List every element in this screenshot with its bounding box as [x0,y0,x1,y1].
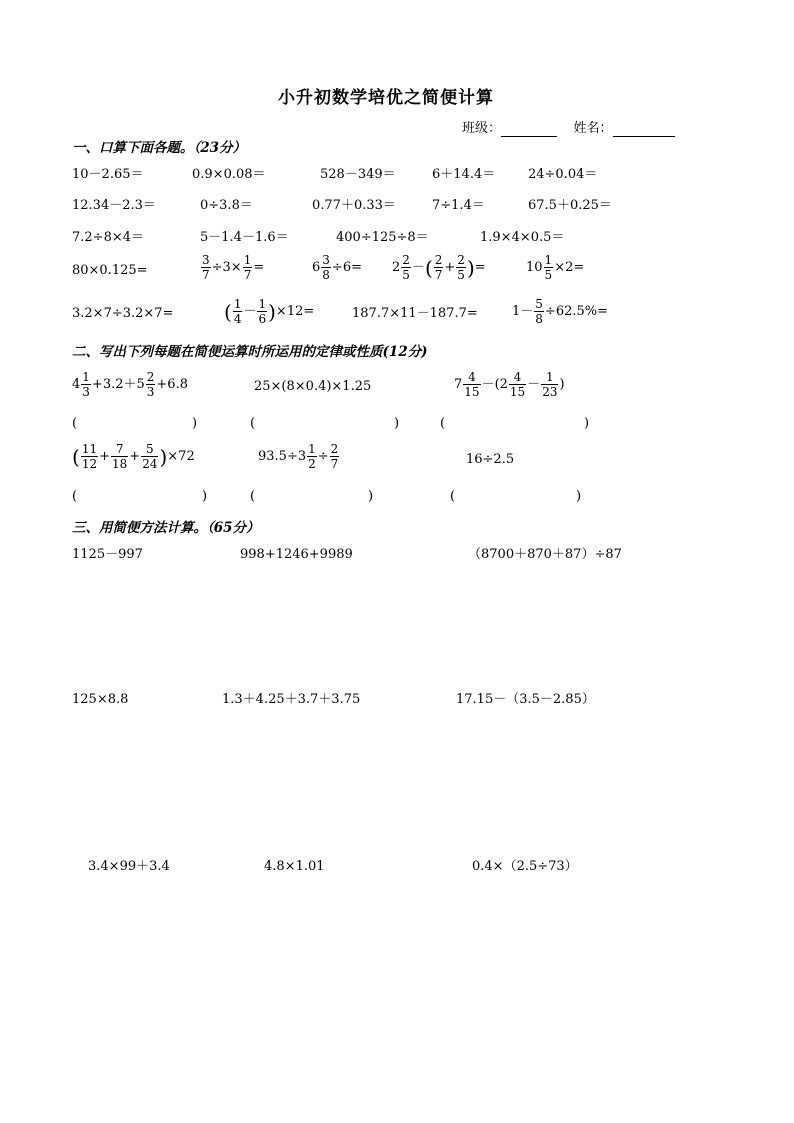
problem-fraction: 2 2 5 － ( 2 7 + $\frac{2}{5}$ ) = [392,253,486,282]
problem-fraction: $\frac{3}{7}$ ÷3× $\frac{1}{7}$ = [202,253,265,282]
answer-paren-open: ( [250,489,256,504]
problem: 10－2.65＝ [72,167,144,182]
problem: 5－1.4－1.6＝ [200,230,289,245]
problem: 1.3＋4.25＋3.7＋3.75 [222,692,361,707]
problem: 0.4×（2.5÷73） [472,859,578,874]
page-title: 小升初数学培优之简便计算 [278,88,494,108]
problem: 1.9×4×0.5＝ [480,230,565,245]
problem: 17.15－（3.5－2.85） [456,692,595,707]
problem-fraction: ( 1 4 － 1 6 ) ×12= [224,297,315,326]
answer-paren-close[interactable]: ) [584,416,590,431]
problem: 1125－997 [72,547,143,562]
expression: 25×(8×0.4)×1.25 [254,379,372,394]
expression: 4 1 3 +3.2＋5 2 3 +6.8 [72,370,188,399]
answer-paren-open: ( [250,416,256,431]
name-blank[interactable] [613,123,675,137]
problem: 7÷1.4＝ [432,198,485,213]
answer-paren-open: ( [72,489,78,504]
problem: 3.2×7÷3.2×7= [72,306,174,321]
expression: ( 11 12 + $\frac{7}{18}$ + $\frac{5}{24}$ ) ×72 [72,442,195,471]
problem: 400÷125÷8＝ [336,230,429,245]
problem: （8700＋870＋87）÷87 [468,547,622,562]
problem: 998+1246+9989 [240,547,353,562]
answer-paren-close[interactable]: ) [368,489,374,504]
problem: 0.77＋0.33＝ [312,198,396,213]
answer-paren-close[interactable]: ) [394,416,400,431]
expression: 16÷2.5 [466,452,515,467]
expression: 7 4 15 －(2 4 15 － 1 23 ) [454,370,565,399]
answer-paren-open: ( [440,416,446,431]
problem: 24÷0.04＝ [528,167,598,182]
problem: 528－349＝ [320,167,396,182]
problem-fraction: 1－ $\frac{5}{8}$ ÷62.5%= [512,297,609,326]
problem: 4.8×1.01 [264,859,325,874]
problem: 187.7×11－187.7= [352,306,478,321]
problem: 6＋14.4＝ [432,167,496,182]
answer-paren-close[interactable]: ) [202,489,208,504]
section-1-heading: 一、口算下面各题。（23分） [72,140,247,156]
answer-paren-close[interactable]: ) [576,489,582,504]
problem-fraction: 6 $\frac{3}{8}$ ÷6= [312,253,362,282]
answer-paren-open: ( [72,416,78,431]
section-3-heading: 三、用简便方法计算。（65分） [72,520,260,536]
problem: 12.34－2.3＝ [72,198,156,213]
class-blank[interactable] [501,123,557,137]
expression: 93.5÷3 $\frac{1}{2}$ ÷ $\frac{2}{7}$ [258,442,339,471]
answer-paren-close[interactable]: ) [192,416,198,431]
problem: 3.4×99＋3.4 [88,859,170,874]
section-2-heading: 二、写出下列每题在简便运算时所运用的定律或性质(12分) [72,344,428,360]
answer-paren-open: ( [450,489,456,504]
problem: 0.9×0.08＝ [192,167,266,182]
problem: 67.5＋0.25＝ [528,198,612,213]
problem: 125×8.8 [72,692,129,707]
name-label: 姓名： [573,121,613,136]
class-label: 班级： [462,121,502,136]
problem: 7.2÷8×4＝ [72,230,145,245]
problem: 80×0.125= [72,263,148,278]
problem: 0÷3.8＝ [200,198,253,213]
problem-fraction: 10 $\frac{1}{5}$ ×2= [526,253,585,282]
class-field[interactable] [462,121,675,137]
